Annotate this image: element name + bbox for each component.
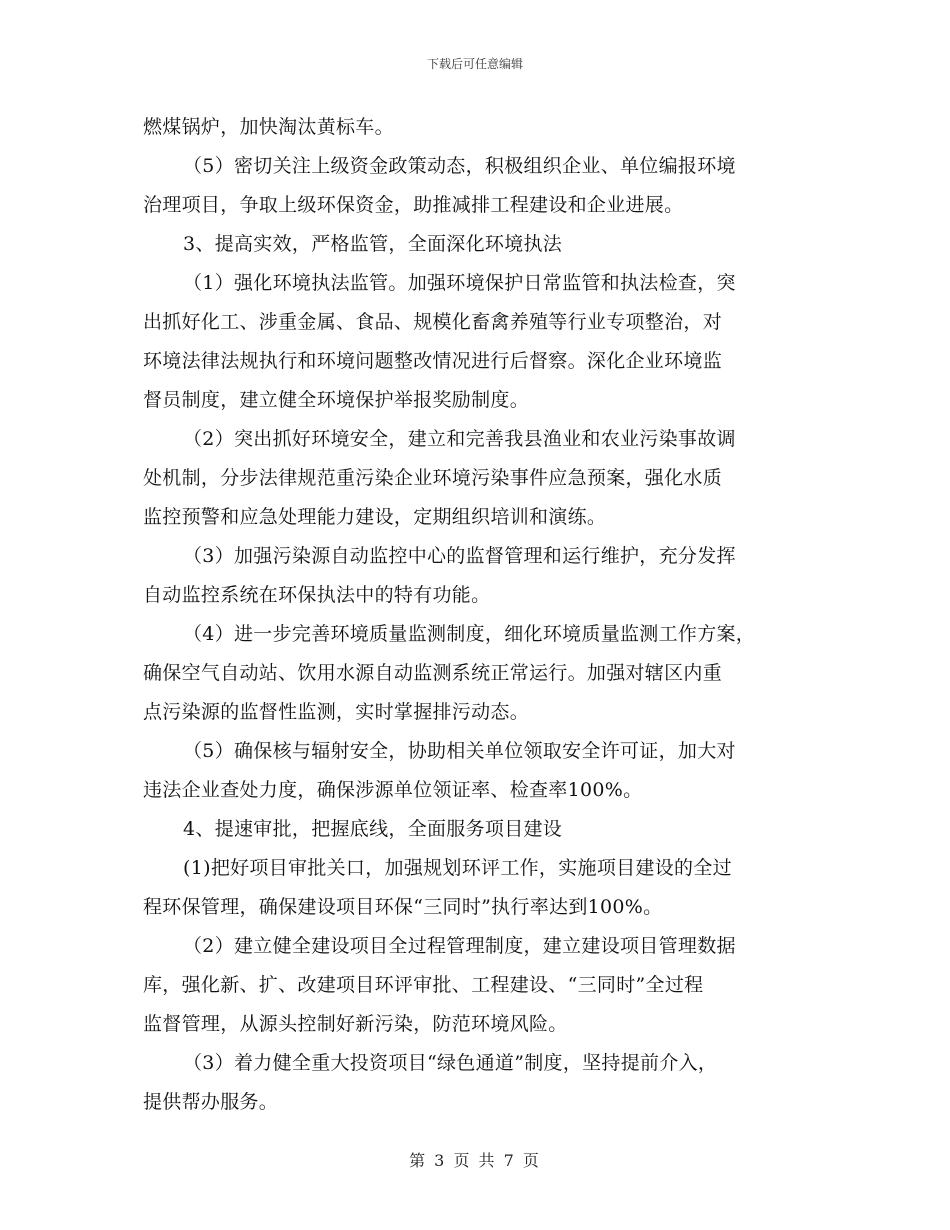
section-heading: 4、提速审批，把握底线，全面服务项目建设 bbox=[183, 818, 563, 840]
text-line: 监督管理，从源头控制好新污染，防范环境风险。 bbox=[143, 1013, 568, 1035]
text-line: （1）强化环境执法监管。加强环境保护日常监管和执法检查，突 bbox=[183, 272, 736, 294]
text-line: （2）建立健全建设项目全过程管理制度，建立建设项目管理数据 bbox=[183, 935, 736, 957]
text-line: 违法企业查处力度，确保涉源单位领证率、检查率100%。 bbox=[143, 779, 643, 801]
text-line: （2）突出抓好环境安全，建立和完善我县渔业和农业污染事故调 bbox=[183, 428, 736, 450]
text-line: (1)把好项目审批关口，加强规划环评工作，实施项目建设的全过 bbox=[183, 857, 732, 879]
text-line: 处机制，分步法律规范重污染企业环境污染事件应急预案，强化水质 bbox=[143, 467, 723, 489]
text-line: 点污染源的监督性监测，实时掌握排污动态。 bbox=[143, 701, 530, 723]
text-line: 程环保管理，确保建设项目环保“三同时”执行率达到100%。 bbox=[143, 896, 663, 918]
text-line: 库，强化新、扩、改建项目环评审批、工程建设、“三同时”全过程 bbox=[143, 974, 704, 996]
text-line: 环境法律法规执行和环境问题整改情况进行后督察。深化企业环境监 bbox=[143, 350, 723, 372]
text-line: 燃煤锅炉，加快淘汰黄标车。 bbox=[143, 116, 394, 138]
page-header: 下载后可任意编辑 bbox=[426, 57, 523, 71]
text-line: 督员制度，建立健全环境保护举报奖励制度。 bbox=[143, 389, 530, 411]
document-body bbox=[143, 108, 808, 1122]
text-line: 自动监控系统在环保执法中的特有功能。 bbox=[143, 584, 491, 606]
text-line: 出抓好化工、涉重金属、食品、规模化畜禽养殖等行业专项整治，对 bbox=[143, 311, 723, 333]
text-line: 确保空气自动站、饮用水源自动监测系统正常运行。加强对辖区内重 bbox=[143, 662, 723, 684]
text-line: （5）密切关注上级资金政策动态，积极组织企业、单位编报环境 bbox=[183, 155, 736, 177]
page-number: 第 3 页 共 7 页 bbox=[409, 1151, 541, 1170]
text-line: 监控预警和应急处理能力建设，定期组织培训和演练。 bbox=[143, 506, 607, 528]
text-line: （3）加强污染源自动监控中心的监督管理和运行维护，充分发挥 bbox=[183, 545, 736, 567]
text-line: （3）着力健全重大投资项目“绿色通道”制度，坚持提前介入， bbox=[183, 1052, 718, 1074]
text-line: （4）进一步完善环境质量监测制度，细化环境质量监测工作方案， bbox=[183, 623, 756, 645]
text-line: 治理项目，争取上级环保资金，助推减排工程建设和企业进展。 bbox=[143, 194, 684, 216]
text-line: 提供帮办服务。 bbox=[143, 1091, 279, 1113]
section-heading: 3、提高实效，严格监管，全面深化环境执法 bbox=[183, 233, 563, 255]
text-line: （5）确保核与辐射安全，协助相关单位领取安全许可证，加大对 bbox=[183, 740, 736, 762]
